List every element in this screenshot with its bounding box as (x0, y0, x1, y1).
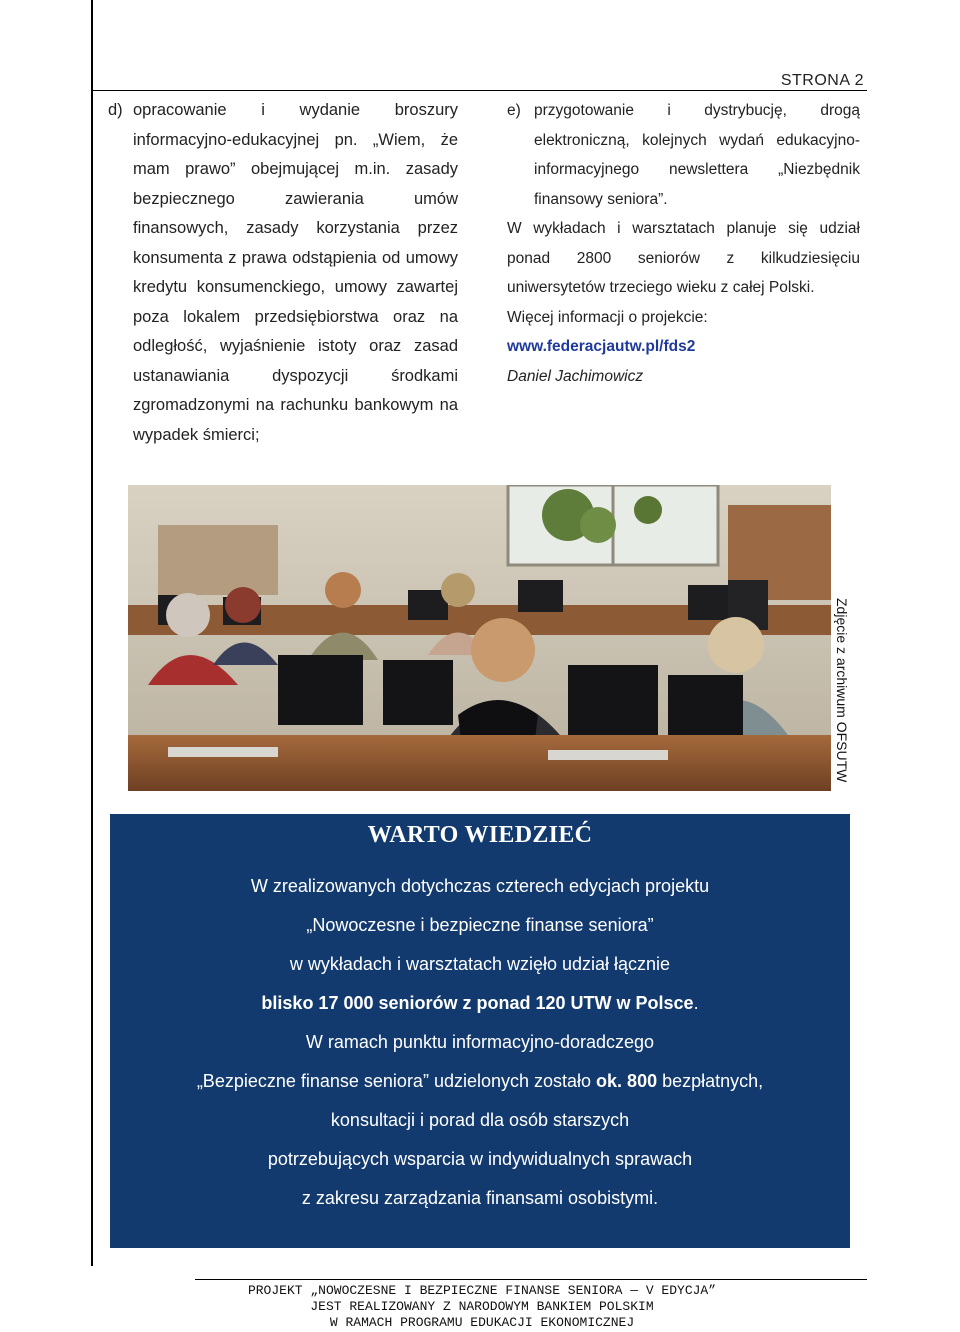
list-item-text: opracowanie i wydanie broszury informacyjno-edukacyjnej pn. „Wiem, że mam prawo” obejmującej m.in. zasady bezpiecznego zawierania umów finansowych, zasady korzystania przez konsumenta z prawa odstąpienia od umowy kredytu konsumenckiego, umowy zawartej poza lokalem przedsiębiorstwa oraz na odległość, wyjaśnienie istoty oraz zasad ustanawiania dyspozycji środkami zgromadzonymi na rachunku bankowym na wypadek śmierci; (133, 101, 458, 444)
photo-credit (832, 598, 850, 790)
author-name: Daniel Jachimowicz (507, 367, 644, 385)
left-column (108, 96, 458, 450)
info-line: w wykładach i warsztatach wzięło udział łącznie (289, 954, 671, 974)
footer-line: PROJEKT „NOWOCZESNE I BEZPIECZNE FINANSE SENIORA — V EDYCJA” (247, 1283, 717, 1298)
right-column (507, 96, 860, 391)
info-line: konsultacji i porad dla osób starszych (330, 1110, 630, 1130)
photo-illustration (128, 485, 831, 791)
list-marker: e) (507, 102, 521, 119)
participation-paragraph: W wykładach i warsztatach planuje się udział ponad 2800 seniorów z kilkudziesięciu uniwersytetów trzeciego wieku z całej Polski. (507, 220, 860, 296)
info-line: W ramach punktu informacyjno-doradczego (305, 1032, 655, 1052)
footer-line: JEST REALIZOWANY Z NARODOWYM BANKIEM POLSKIM (310, 1299, 654, 1314)
info-line (110, 984, 850, 1023)
page-vertical-rule (91, 0, 93, 1266)
photo-credit-text: Zdjęcie z archiwum OFSUTW (834, 598, 850, 783)
info-line: W zrealizowanych dotychczas czterech edycjach projektu (250, 876, 710, 896)
info-line: z zakresu zarządzania finansami osobistymi. (301, 1188, 659, 1208)
footer-rule (195, 1279, 867, 1280)
more-info-label: Więcej informacji o projekcie: (507, 308, 708, 326)
info-box (110, 814, 850, 1248)
classroom-photo (128, 485, 831, 791)
info-line: potrzebujących wsparcia w indywidualnych sprawach (267, 1149, 693, 1169)
info-line: „Nowoczesne i bezpieczne finanse seniora” (306, 915, 654, 935)
page-number: STRONA 2 (780, 72, 864, 89)
list-item-d (108, 96, 458, 450)
project-link[interactable]: www.federacjautw.pl/fds2 (507, 338, 696, 355)
info-line (110, 1062, 850, 1101)
list-item-text: przygotowanie i dystrybucję, drogą elektroniczną, kolejnych wydań edukacyjno-informacyjnego newslettera „Niezbędnik finansowy seniora”. (534, 102, 860, 208)
info-line-part: „Bezpieczne finanse seniora” udzielonych zostało (196, 1071, 597, 1091)
info-box-title: WARTO WIEDZIEĆ (367, 822, 593, 848)
info-highlight: ok. 800 (596, 1071, 658, 1091)
info-line-part: bezpłatnych, (657, 1071, 764, 1091)
list-marker: d) (108, 101, 123, 119)
footer-line: W RAMACH PROGRAMU EDUKACJI EKONOMICZNEJ (329, 1315, 635, 1330)
page-footer (195, 1283, 769, 1331)
header-rule (93, 90, 867, 91)
info-line-end: . (693, 993, 699, 1013)
info-highlight: blisko 17 000 seniorów z ponad 120 UTW w Polsce (261, 993, 694, 1013)
list-item-e (507, 96, 860, 214)
